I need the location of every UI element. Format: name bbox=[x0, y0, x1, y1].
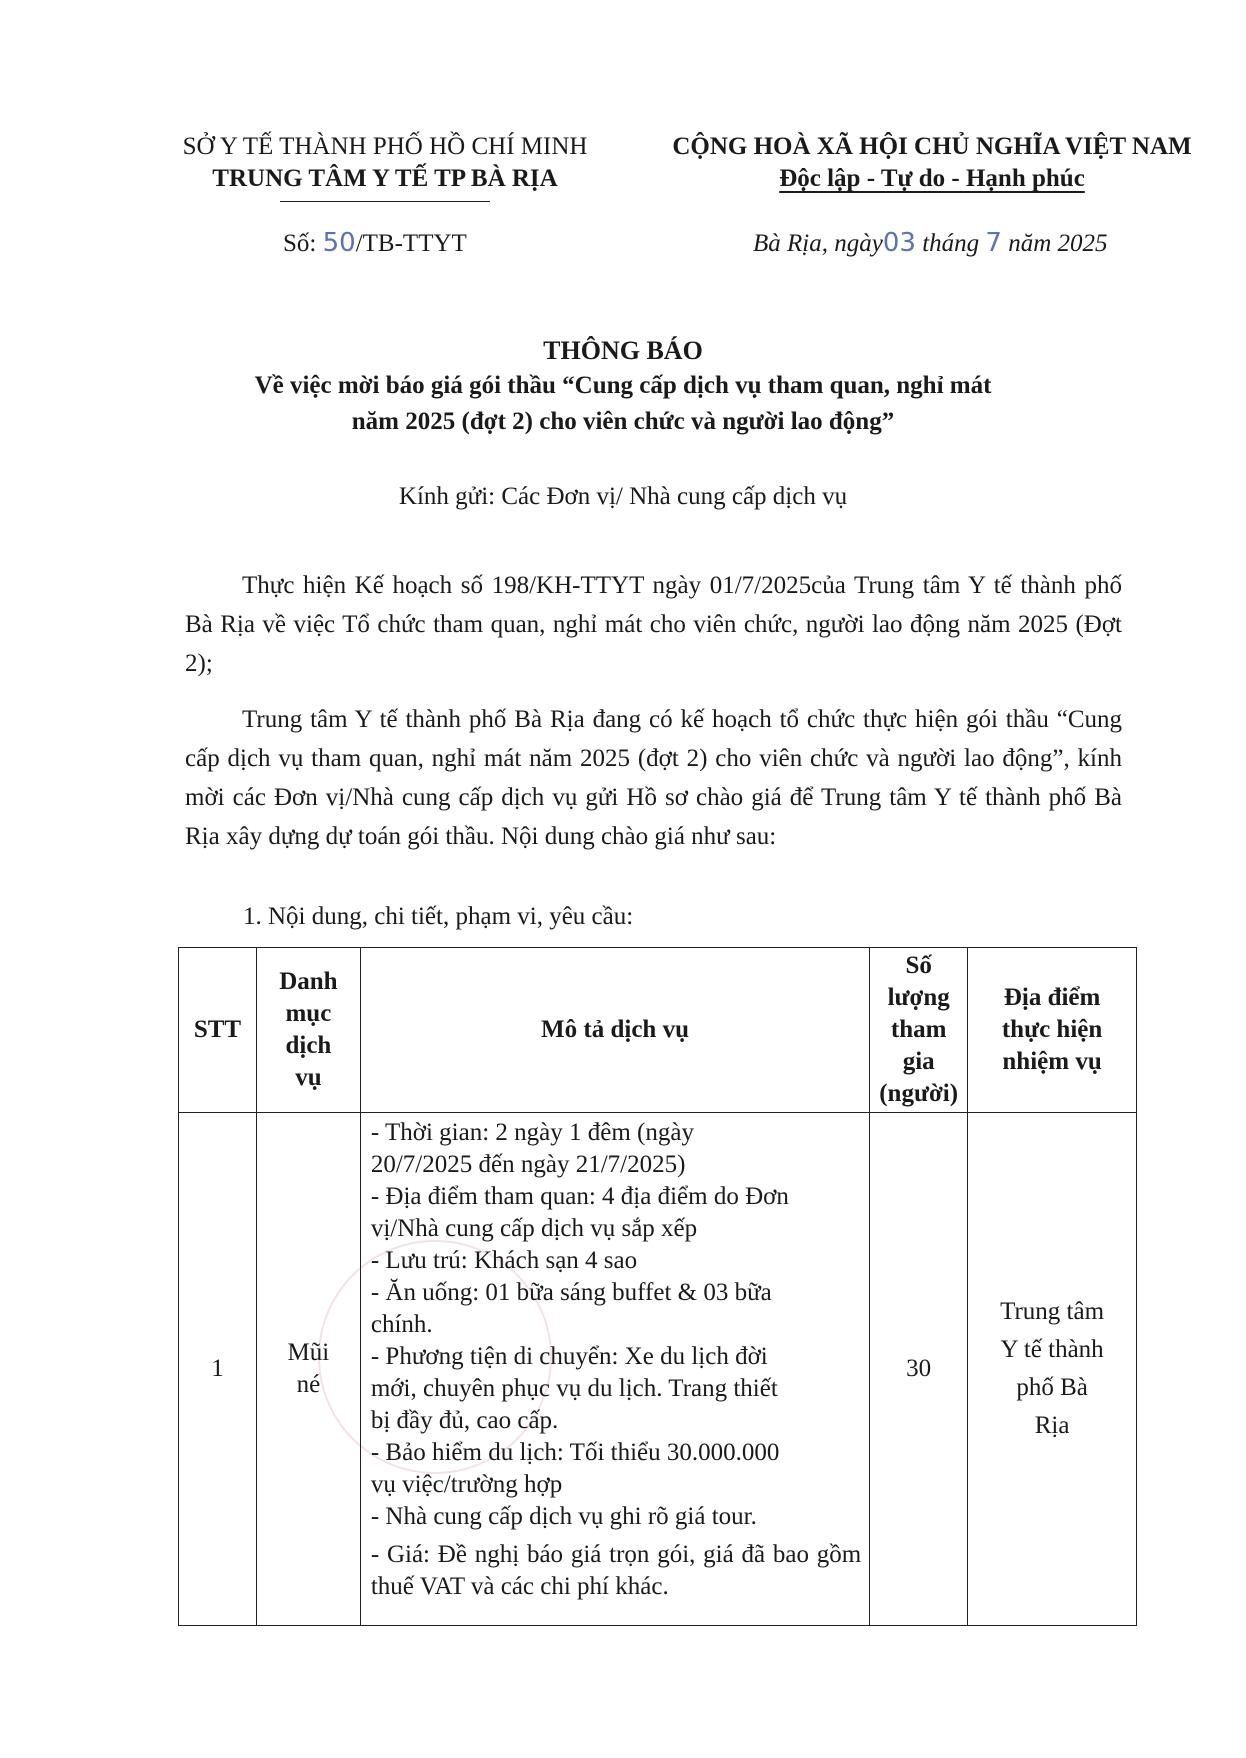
row-category-line: Mũi bbox=[287, 1339, 330, 1366]
header-category bbox=[256, 948, 360, 1113]
description-line: mới, chuyên phục vụ du lịch. Trang thiết bbox=[370, 1375, 778, 1402]
description-line: - Nhà cung cấp dịch vụ ghi rõ giá tour. bbox=[370, 1503, 757, 1530]
header-location-line: thực hiện bbox=[1001, 1016, 1103, 1043]
description-line: 20/7/2025 đến ngày 21/7/2025) bbox=[370, 1151, 686, 1178]
table-header-row bbox=[179, 948, 1137, 1113]
description-line: chính. bbox=[370, 1311, 433, 1338]
row-quantity: 30 bbox=[870, 1113, 968, 1626]
header-category-line: vụ bbox=[295, 1064, 322, 1091]
doc-number-suffix: /TB-TTYT bbox=[355, 230, 467, 257]
header-quantity-line: tham bbox=[890, 1016, 947, 1043]
description-line: vụ việc/trường hợp bbox=[370, 1471, 563, 1498]
doc-subject-line2: năm 2025 (đợt 2) cho viên chức và người lao động” bbox=[351, 408, 895, 435]
header-quantity-line: Số bbox=[905, 952, 932, 979]
row-description bbox=[360, 1113, 869, 1626]
country-name: CỘNG HOÀ XÃ HỘI CHỦ NGHĨA VIỆT NAM bbox=[672, 133, 1192, 160]
national-motto bbox=[652, 165, 1212, 193]
agency-parent: SỞ Y TẾ THÀNH PHỐ HỒ CHÍ MINH bbox=[182, 133, 588, 160]
table-row bbox=[179, 1113, 1137, 1626]
place-date-prefix: Bà Rịa, ngày bbox=[753, 230, 883, 257]
header-quantity-line: gia bbox=[902, 1048, 935, 1075]
description-line: - Thời gian: 2 ngày 1 đêm (ngày bbox=[370, 1119, 694, 1146]
service-spec-table bbox=[178, 947, 1137, 1626]
doc-subject-line1: Về việc mời báo giá gói thầu “Cung cấp dịch vụ tham quan, nghỉ mát bbox=[254, 372, 992, 399]
row-location-line: Rịa bbox=[1034, 1412, 1070, 1439]
doc-number-handwritten: 50 bbox=[322, 228, 356, 258]
header-location-line: nhiệm vụ bbox=[1002, 1048, 1102, 1075]
header-category-line: dịch bbox=[285, 1032, 332, 1059]
header-category-line: Danh bbox=[279, 968, 338, 995]
row-stt: 1 bbox=[179, 1113, 257, 1626]
agency-name: TRUNG TÂM Y TẾ TP BÀ RỊA bbox=[212, 165, 558, 192]
doc-title: THÔNG BÁO bbox=[543, 336, 703, 365]
description-line: - Bảo hiểm du lịch: Tối thiểu 30.000.000 bbox=[370, 1439, 780, 1466]
month-handwritten: 7 bbox=[985, 228, 1002, 258]
row-location-line: Trung tâm bbox=[1000, 1298, 1105, 1325]
header-quantity-line: (người) bbox=[879, 1080, 959, 1107]
paragraph-invitation: Trung tâm Y tế thành phố Bà Rịa đang có kế hoạch tổ chức thực hiện gói thầu “Cung cấp dịch vụ tham quan, nghỉ mát năm 2025 (đợt 2) cho viên chức và người lao động”, kính mời các Đơn vị/Nhà cung cấp dịch vụ gửi Hồ sơ chào giá để Trung tâm Y tế thành phố Bà Rịa xây dựng dự toán gói thầu. Nội dung chào giá như sau: bbox=[185, 706, 1122, 850]
description-line: - Địa điểm tham quan: 4 địa điểm do Đơn bbox=[370, 1183, 789, 1210]
month-label: tháng bbox=[922, 230, 980, 257]
header-quantity bbox=[870, 948, 968, 1113]
description-line: vị/Nhà cung cấp dịch vụ sắp xếp bbox=[370, 1215, 698, 1242]
document-number bbox=[283, 228, 467, 258]
recipient-line: Kính gửi: Các Đơn vị/ Nhà cung cấp dịch vụ bbox=[398, 483, 848, 510]
description-line: - Ăn uống: 01 bữa sáng buffet & 03 bữa bbox=[370, 1279, 772, 1306]
header-location bbox=[968, 948, 1137, 1113]
day-handwritten: 03 bbox=[882, 228, 916, 258]
section-heading: 1. Nội dung, chi tiết, phạm vi, yêu cầu: bbox=[243, 903, 634, 930]
agency-underline bbox=[280, 201, 490, 202]
row-category-line: né bbox=[296, 1371, 321, 1398]
header-location-line: Địa điểm bbox=[1003, 984, 1101, 1011]
description-line: - Phương tiện di chuyển: Xe du lịch đời bbox=[370, 1343, 768, 1370]
doc-number-prefix: Số: bbox=[283, 230, 317, 257]
year-label: năm 2025 bbox=[1008, 230, 1108, 257]
description-line: bị đầy đủ, cao cấp. bbox=[370, 1407, 559, 1434]
description-price: - Giá: Đề nghị báo giá trọn gói, giá đã bao gồm thuế VAT và các chi phí khác. bbox=[370, 1541, 862, 1600]
description-line: - Lưu trú: Khách sạn 4 sao bbox=[370, 1247, 638, 1274]
motto-text: Độc lập - Tự do - Hạnh phúc bbox=[779, 165, 1085, 192]
header-quantity-line: lượng bbox=[887, 984, 950, 1011]
paragraph-plan-reference: Thực hiện Kế hoạch số 198/KH-TTYT ngày 01/7/2025của Trung tâm Y tế thành phố Bà Rịa về việc Tổ chức tham quan, nghỉ mát cho viên chức, người lao động năm 2025 (Đợt 2); bbox=[185, 572, 1122, 677]
row-category bbox=[256, 1113, 360, 1626]
row-location-line: Y tế thành bbox=[1000, 1336, 1104, 1363]
header-category-line: mục bbox=[285, 1000, 332, 1027]
header-description: Mô tả dịch vụ bbox=[360, 948, 869, 1113]
row-location-line: phố Bà bbox=[1016, 1374, 1088, 1401]
header-stt: STT bbox=[179, 948, 257, 1113]
place-date bbox=[753, 228, 1108, 258]
row-location bbox=[968, 1113, 1137, 1626]
